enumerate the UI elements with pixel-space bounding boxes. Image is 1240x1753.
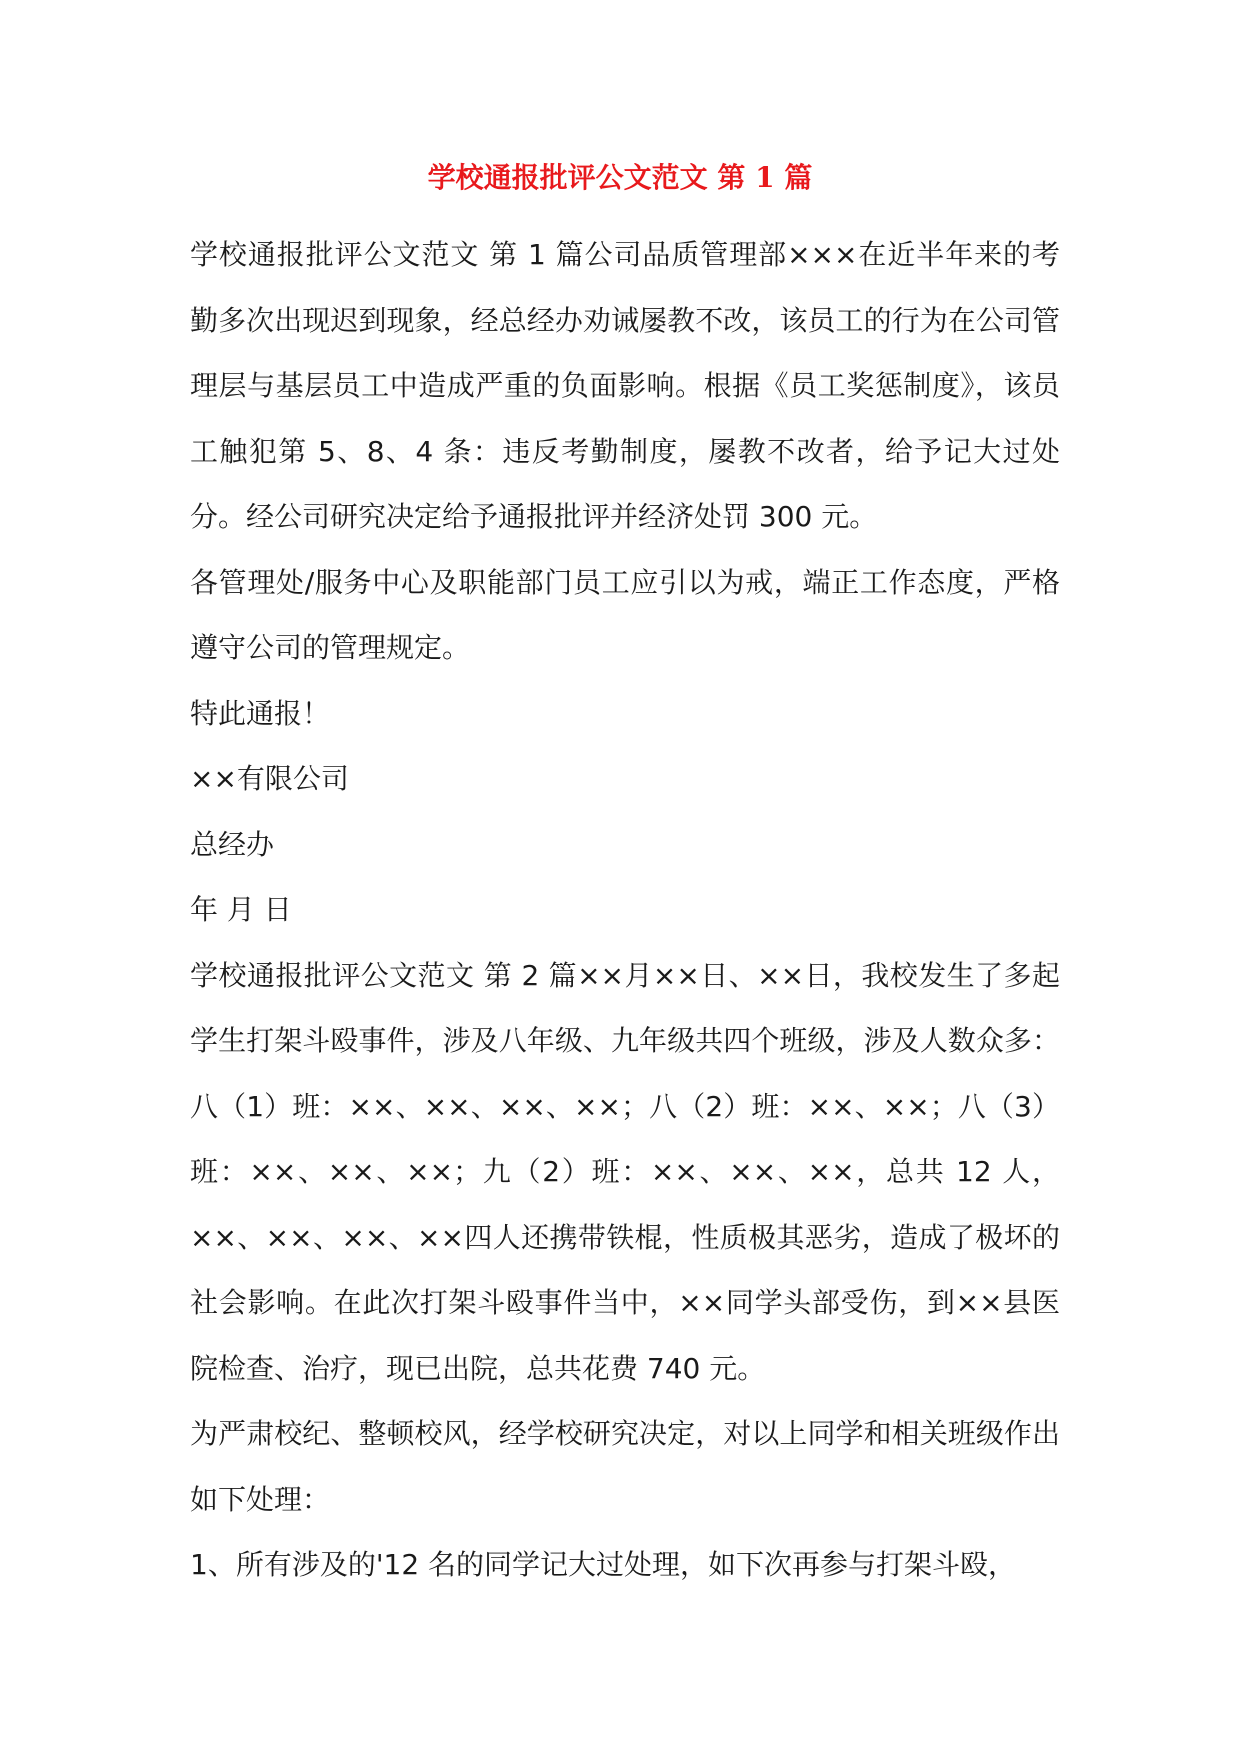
document-title: 学校通报批评公文范文 第 1 篇 (427, 161, 813, 194)
paragraph-5: 总经办 (190, 827, 275, 861)
document-body (190, 222, 1060, 1598)
paragraph-9: 1、所有涉及的'12 名的同学记大过处理，如下次再参与打架斗殴， (190, 1548, 1017, 1581)
paragraph-8: 为严肃校纪、整顿校风，经学校研究决定，对以上同学和相关班级作出如下处理： (190, 1417, 1060, 1516)
paragraph-6: 年 月 日 (190, 893, 292, 926)
paragraph-2: 各管理处/服务中心及职能部门员工应引以为戒，端正工作态度，严格遵守公司的管理规定。 (190, 565, 1060, 664)
paragraph-7: 学校通报批评公文范文 第 2 篇××月××日、××日，我校发生了多起学生打架斗殴事件，涉及八年级、九年级共四个班级，涉及人数众多：八（1）班：××、××、××、××；八（2）班：××、××；八（3）班：××、××、××；九（2）班：××、××、××，总共 12 人，××、××、××、××四人还携带铁棍，性质极其恶劣，造成了极坏的社会影响。在此次打架斗殴事件当中，××同学头部受伤，到××县医院检查、治疗，现已出院，总共花费 740 元。 (190, 958, 1060, 1385)
paragraph-1: 学校通报批评公文范文 第 1 篇公司品质管理部×××在近半年来的考勤多次出现迟到现象，经总经办劝诫屡教不改，该员工的行为在公司管理层与基层员工中造成严重的负面影响。根据《员工奖惩制度》，该员工触犯第 5、8、4 条：违反考勤制度，屡教不改者，给予记大过处分。经公司研究决定给予通报批评并经济处罚 300 元。 (190, 238, 1060, 533)
paragraph-3: 特此通报！ (190, 696, 331, 730)
paragraph-4: ××有限公司 (190, 762, 349, 795)
